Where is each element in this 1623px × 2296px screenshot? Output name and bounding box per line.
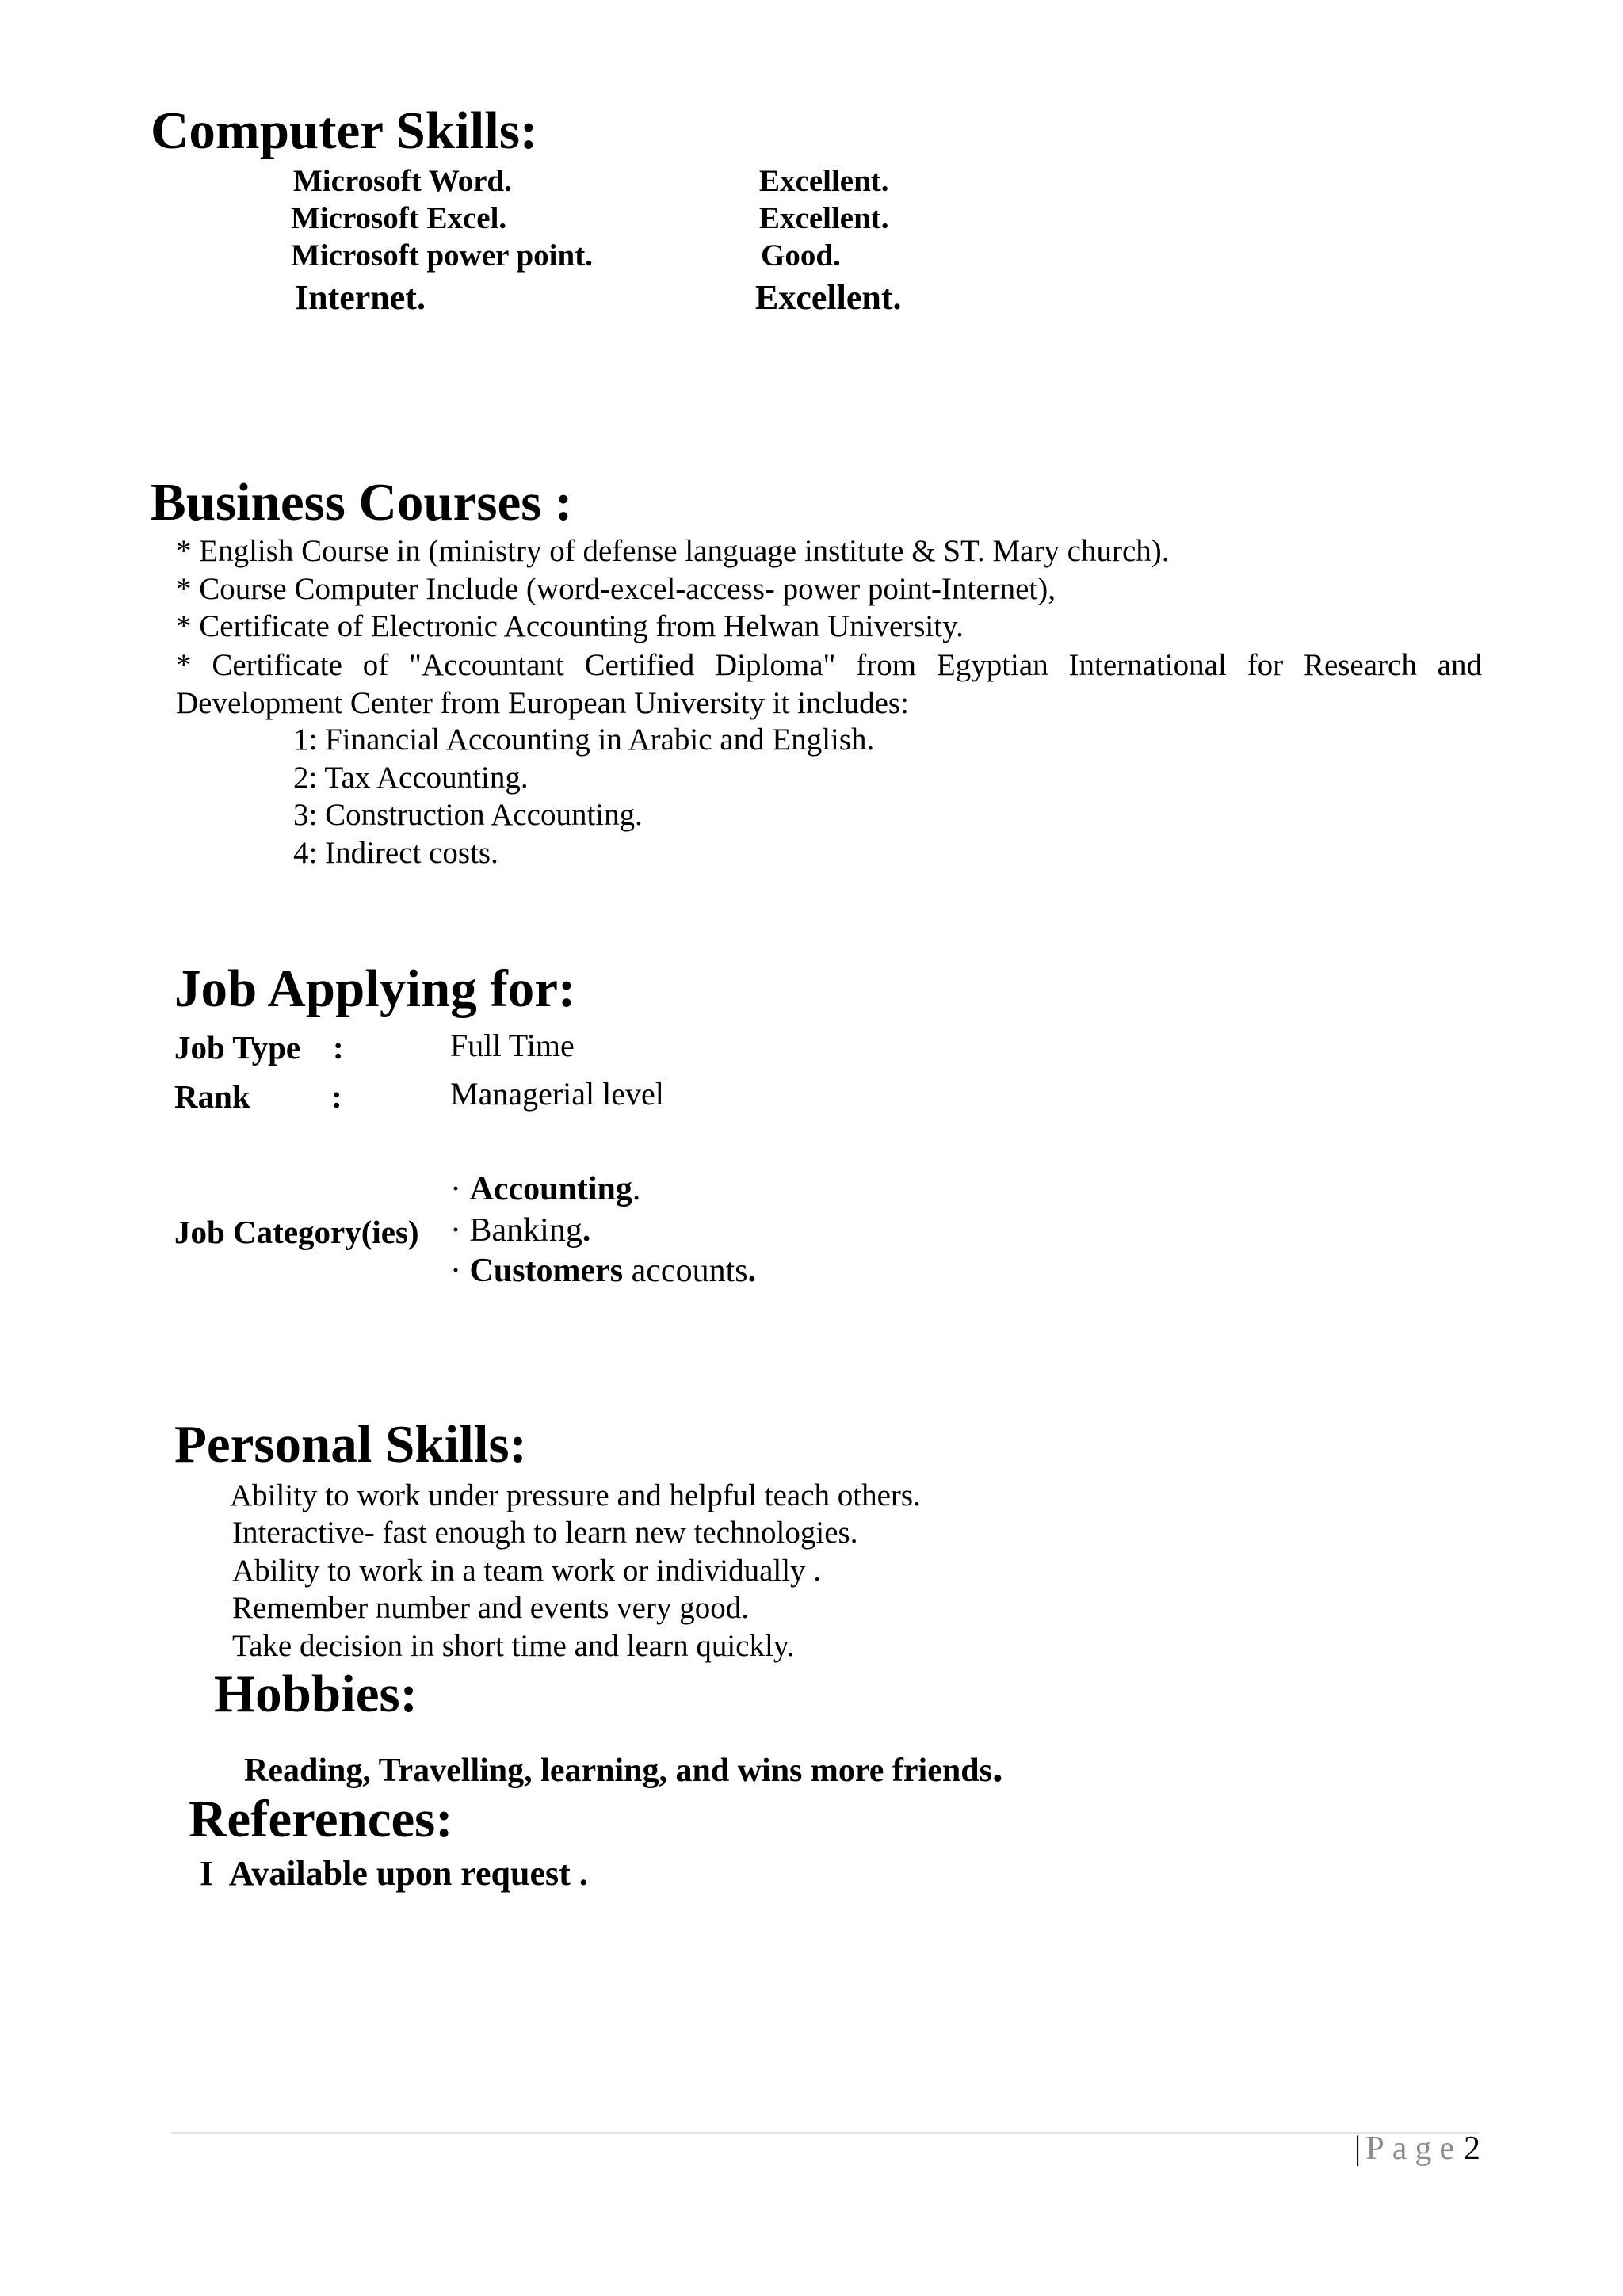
category-normal-text: .	[632, 1171, 641, 1207]
course-line-electronic-accounting: * Certificate of Electronic Accounting from Helwan University.	[176, 609, 964, 643]
footer-page-number: 2	[1464, 2130, 1480, 2167]
hobbies-list: Reading, Travelling, learning, and wins more friends	[244, 1753, 992, 1789]
job-type-colon: :	[333, 1029, 344, 1066]
personal-skill-item: Take decision in short time and learn quickly.	[232, 1629, 795, 1663]
references-text: I Available upon request .	[200, 1854, 588, 1893]
business-courses-heading: Business Courses :	[151, 473, 573, 532]
personal-skill-item: Ability to work under pressure and helpful teach others.	[230, 1478, 921, 1512]
course-sub-item-4: 4: Indirect costs.	[293, 836, 498, 870]
job-type-value: Full Time	[450, 1028, 575, 1063]
skill-level-internet: Excellent.	[755, 278, 902, 317]
skill-name-word: Microsoft Word.	[293, 164, 512, 198]
category-bold-text: Customers	[469, 1253, 624, 1289]
course-sub-item-1: 1: Financial Accounting in Arabic and English.	[293, 723, 875, 757]
computer-skills-heading: Computer Skills:	[151, 101, 538, 160]
skill-level-excel: Excellent.	[759, 201, 889, 235]
course-sub-item-2: 2: Tax Accounting.	[293, 761, 529, 795]
course-line-computer: * Course Computer Include (word-excel-access- power point-Internet),	[176, 572, 1056, 606]
personal-skills-heading: Personal Skills:	[174, 1415, 527, 1474]
category-bold-text: Accounting	[469, 1171, 632, 1207]
skill-name-powerpoint: Microsoft power point.	[291, 238, 593, 273]
job-category-label: Job Category(ies)	[174, 1214, 419, 1250]
personal-skill-item: Interactive- fast enough to learn new technologies.	[232, 1516, 858, 1550]
rank-colon: :	[331, 1078, 342, 1115]
rank-label: Rank	[174, 1078, 250, 1115]
footer-rule	[171, 2132, 1479, 2134]
hobbies-heading: Hobbies:	[214, 1665, 418, 1723]
skill-level-powerpoint: Good.	[761, 238, 841, 273]
skill-level-word: Excellent.	[759, 164, 889, 198]
bullet-icon: ·	[450, 1253, 461, 1289]
job-applying-heading: Job Applying for:	[174, 959, 576, 1018]
hobbies-text	[244, 1741, 1003, 1792]
hobbies-end-mark: .	[991, 1742, 1003, 1791]
category-item-customers	[450, 1252, 756, 1290]
course-sub-item-3: 3: Construction Accounting.	[293, 798, 643, 832]
category-end-mark: .	[582, 1212, 591, 1249]
bullet-icon: ·	[450, 1212, 461, 1249]
category-item-banking	[450, 1211, 590, 1249]
category-normal-text: Banking	[469, 1212, 582, 1249]
skill-name-excel: Microsoft Excel.	[291, 201, 507, 235]
page-footer	[1354, 2130, 1480, 2168]
rank-value: Managerial level	[450, 1076, 664, 1112]
personal-skill-item: Remember number and events very good.	[232, 1591, 749, 1625]
footer-separator: |	[1354, 2130, 1361, 2167]
bullet-icon: ·	[450, 1171, 461, 1207]
job-type-label: Job Type	[174, 1029, 301, 1066]
category-end-mark: .	[747, 1253, 757, 1289]
footer-page-label: Page	[1365, 2130, 1462, 2167]
skill-name-internet: Internet.	[295, 278, 426, 317]
course-line-diploma: * Certificate of "Accountant Certified Diploma" from Egyptian International for Research and Development Center from European University it includes:	[176, 648, 1482, 720]
personal-skill-item: Ability to work in a team work or individually .	[232, 1554, 822, 1588]
course-line-english: * English Course in (ministry of defense language institute & ST. Mary church).	[176, 534, 1170, 568]
references-heading: References:	[189, 1790, 453, 1848]
category-normal-text: accounts	[623, 1253, 748, 1289]
category-item-accounting	[450, 1170, 640, 1208]
